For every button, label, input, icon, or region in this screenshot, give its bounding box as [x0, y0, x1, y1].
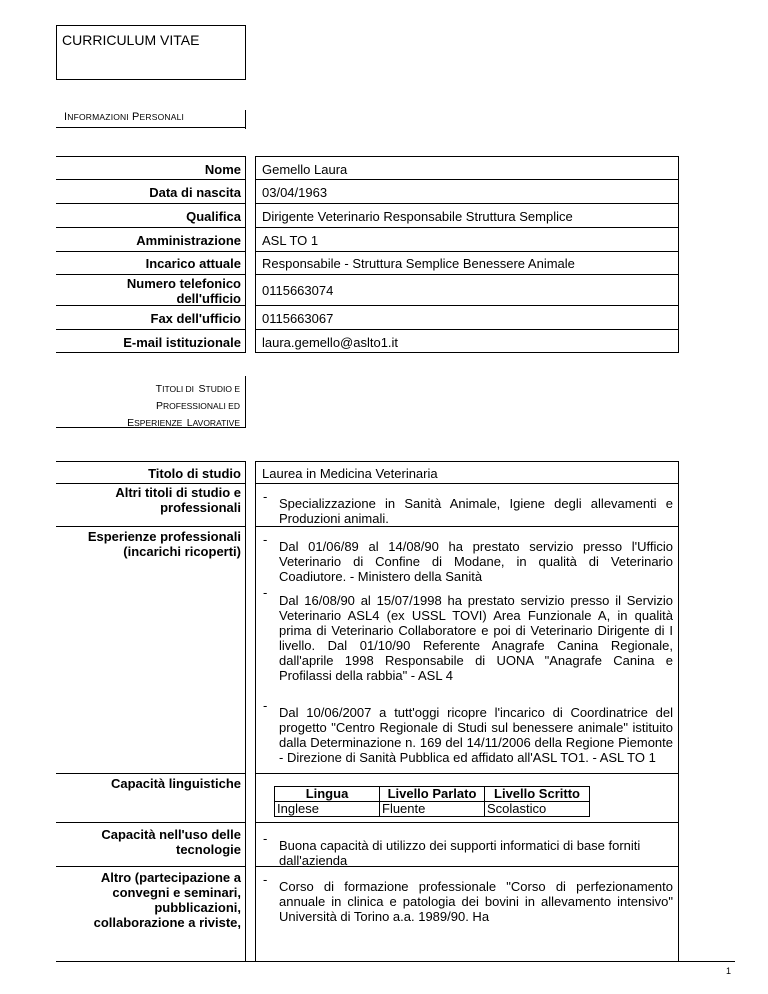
label-amministrazione: Amministrazione	[136, 233, 241, 248]
label-altro: Altro (partecipazione a convegni e seminari, pubblicazioni, collaborazione a riviste,	[93, 870, 241, 930]
label-data-nascita: Data di nascita	[149, 185, 241, 200]
value-nome: Gemello Laura	[262, 162, 348, 177]
value-qualifica: Dirigente Veterinario Responsabile Struttura Semplice	[262, 209, 573, 224]
value-incarico: Responsabile - Struttura Semplice Benessere Animale	[262, 256, 575, 271]
lingue-header: Lingua	[275, 787, 380, 802]
label-titolo-studio: Titolo di studio	[148, 466, 241, 481]
esperienza-item: Dal 01/06/89 al 14/08/90 ha prestato servizio presso l'Ufficio Veterinario di Confine di Modane, in qualità di Veterinario Coadiutore. - Ministero della Sanità	[279, 539, 673, 584]
esperienza-item: Dal 10/06/2007 a tutt'oggi ricopre l'incarico di Coordinatrice del progetto "Centro Regionale di Studi sul benessere animale" istituito dalla Determinazione n. 169 del 14/11/2006 della Regione Piemonte - Direzione di Sanità Pubblica ed affidato all'ASL TO1. - ASL TO 1	[279, 705, 673, 765]
section-title-personal: INFORMAZIONI PERSONALI	[64, 111, 185, 123]
lingue-cell: Inglese	[275, 802, 380, 817]
label-email: E-mail istituzionale	[123, 335, 241, 350]
value-altri-titoli: Specializzazione in Sanità Animale, Igiene degli allevamenti e Produzioni animali.	[279, 496, 673, 526]
label-incarico: Incarico attuale	[145, 256, 241, 271]
value-telefono: 0115663074	[262, 283, 334, 298]
label-esperienze: Esperienze professionali (incarichi ricoperti)	[87, 529, 241, 559]
lingue-cell: Scolastico	[485, 802, 590, 817]
divider	[245, 110, 246, 128]
page-number: 1	[726, 966, 732, 976]
bullet-dash: -	[263, 872, 268, 887]
lingue-header: Livello Parlato	[380, 787, 485, 802]
bullet-dash: -	[263, 585, 268, 600]
value-amministrazione: ASL TO 1	[262, 233, 319, 248]
bullet-dash: -	[263, 831, 268, 846]
esperienza-item: Dal 16/08/90 al 15/07/1998 ha prestato servizio presso il Servizio Veterinario ASL4 (ex USSL TOVI) Area Funzionale A, in qualità prima di Veterinario Collaboratore e poi di Veterinario Dirigente di I livello. Dal 01/10/90 Referente Anagrafe Canina Regionale, dall'aprile 1998 Responsabile di UONA "Anagrafe Canina e Profilassi della rabbia" - ASL 4	[279, 593, 673, 683]
value-tecnologie: Buona capacità di utilizzo dei supporti informatici di base forniti dall'azienda	[279, 838, 641, 868]
label-lingue: Capacità linguistiche	[110, 776, 241, 791]
value-titolo-studio: Laurea in Medicina Veterinaria	[262, 466, 438, 481]
value-data-nascita: 03/04/1963	[262, 185, 328, 200]
label-tecnologie: Capacità nell'uso delle tecnologie	[101, 827, 241, 857]
label-qualifica: Qualifica	[186, 209, 241, 224]
document-title: CURRICULUM VITAE	[62, 32, 200, 48]
bullet-dash: -	[263, 489, 268, 504]
footer-rule	[56, 961, 735, 962]
value-email: laura.gemello@aslto1.it	[262, 335, 399, 350]
section-title-studies: TITOLI DI STUDIO E PROFESSIONALI ED ESPERIENZE LAVORATIVE	[127, 383, 240, 429]
title-box	[56, 25, 246, 80]
value-fax: 0115663067	[262, 311, 334, 326]
label-telefono: Numero telefonico dell'ufficio	[126, 276, 241, 306]
lingue-cell: Fluente	[380, 802, 485, 817]
divider	[56, 127, 246, 128]
label-altri-titoli: Altri titoli di studio e professionali	[115, 485, 241, 515]
label-nome: Nome	[204, 162, 241, 177]
value-altro: Corso di formazione professionale "Corso di perfezionamento annuale in clinica e patologia dei bovini in allevamento intensivo" Università di Torino a.a. 1989/90. Ha	[279, 879, 673, 924]
lingue-header: Livello Scritto	[485, 787, 590, 802]
lingue-table	[274, 786, 590, 817]
bullet-dash: -	[263, 698, 268, 713]
bullet-dash: -	[263, 532, 268, 547]
label-fax: Fax dell'ufficio	[150, 311, 241, 326]
